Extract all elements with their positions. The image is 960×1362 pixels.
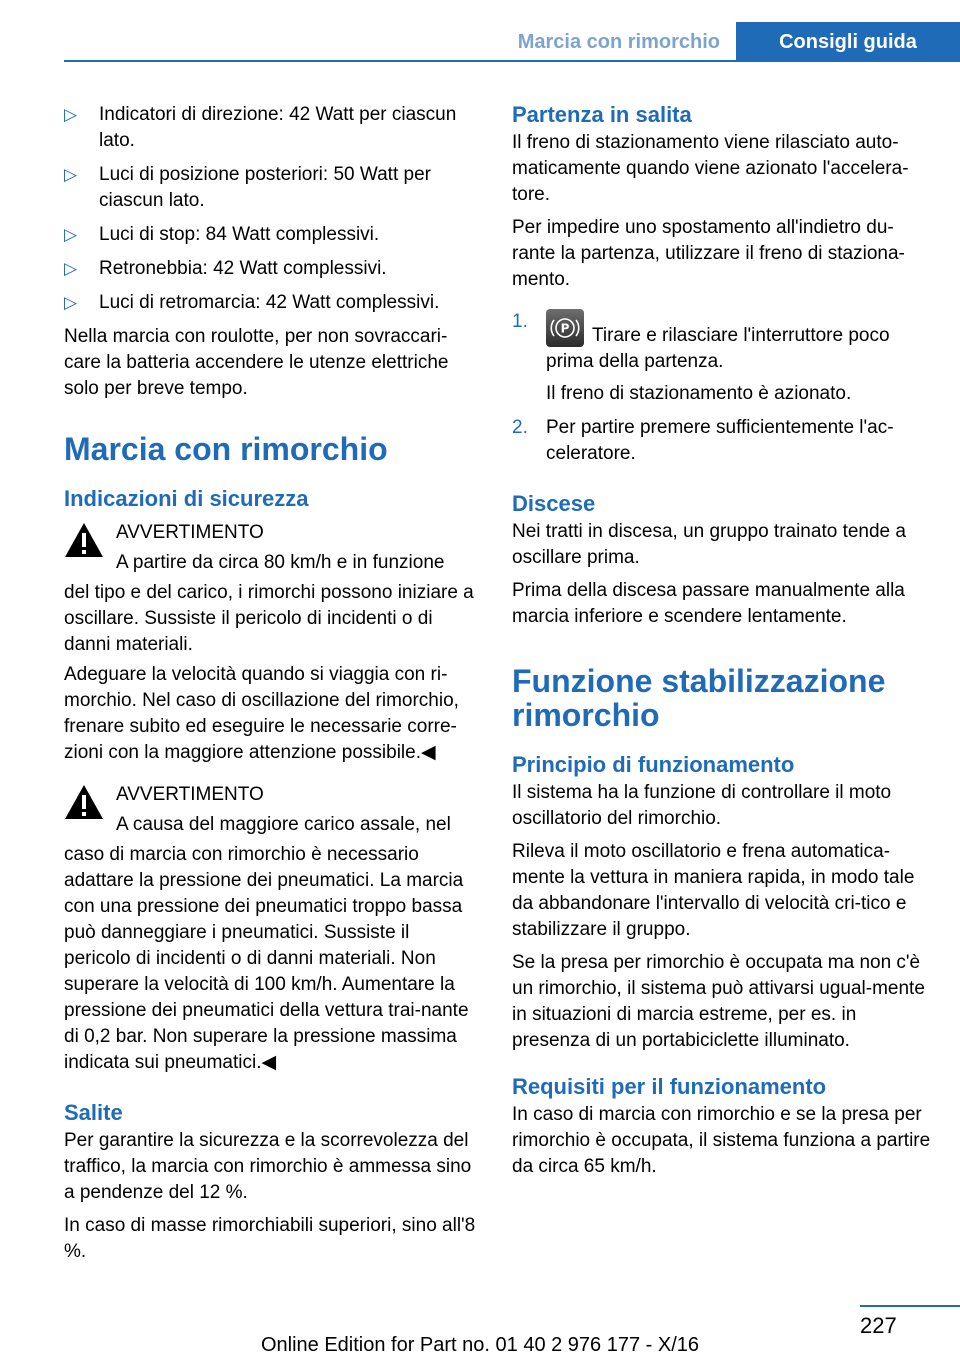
left-column — [64, 102, 480, 1272]
step-number: 1. — [512, 311, 528, 332]
warning-text: del tipo e del carico, i rimorchi possono iniziare a oscillare. Sussiste il pericolo di incidenti o di danni materiali. — [64, 582, 474, 655]
heading-discese: Discese — [512, 491, 596, 516]
warning-title: AVVERTIMENTO — [116, 784, 264, 805]
salite-paragraph: In caso di masse rimorchiabili superiori, sino all'8 %. — [64, 1215, 476, 1262]
list-item: ▷ Retronebbia: 42 Watt complessivi. — [64, 256, 480, 282]
footer-rule — [860, 1305, 960, 1307]
list-item: 2. Per partire premere sufficientemente l'ac-celeratore. — [512, 417, 894, 464]
triangle-bullet-icon: ▷ — [64, 225, 78, 244]
heading-safety: Indicazioni di sicurezza — [64, 486, 309, 511]
bulb-wattage-list — [64, 102, 480, 316]
header-rule — [64, 60, 960, 62]
step-number: 2. — [512, 417, 528, 438]
discese-paragraph: Nei tratti in discesa, un gruppo trainato tende a oscillare prima. — [512, 521, 906, 568]
section-heading-trailer: Marcia con rimorchio — [64, 431, 388, 467]
list-item: ▷ Luci di stop: 84 Watt complessivi. — [64, 222, 480, 248]
warning-first-line: A partire da circa 80 km/h e in funzione — [116, 552, 445, 573]
warning-text-2: Adeguare la velocità quando si viaggia con ri-morchio. Nel caso di oscillazione del rimorchio, frenare subito ed eseguire le necessarie corre-zioni con la maggiore attenzione possibile.◀ — [64, 664, 459, 763]
svg-text:P: P — [560, 321, 570, 336]
heading-salite: Salite — [64, 1100, 123, 1125]
triangle-bullet-icon: ▷ — [64, 105, 78, 124]
triangle-bullet-icon: ▷ — [64, 165, 78, 184]
warning-block — [64, 520, 480, 766]
edition-note: Online Edition for Part no. 01 40 2 976 177 - X/16 — [260, 1334, 700, 1356]
principio-paragraph: Se la presa per rimorchio è occupata ma non c'è un rimorchio, il sistema può attivarsi ugual-mente in situazioni di marcia estreme, per es. in presenza di un portabiciclette illuminato. — [512, 952, 925, 1051]
heading-principio: Principio di funzionamento — [512, 752, 795, 777]
principio-paragraph: Rileva il moto oscillatorio e frena automatica-mente la vettura in maniera rapida, in modo tale da abbandonare l'intervallo di velocità cri-tico e stabilizzare il gruppo. — [512, 841, 915, 940]
list-item: ▷ Luci di retromarcia: 42 Watt complessivi. — [64, 290, 480, 316]
section-heading-stabilization: Funzione stabilizzazione rimorchio — [512, 663, 886, 733]
steps-list — [512, 309, 932, 467]
principio-paragraph: Il sistema ha la funzione di controllare il moto oscillatorio del rimorchio. — [512, 782, 892, 829]
page-header — [0, 0, 960, 62]
page-number: 227 — [860, 1313, 897, 1338]
header-chapter-tab: Consigli guida — [736, 22, 960, 62]
right-column — [512, 102, 932, 1187]
partenza-paragraph: Per impedire uno spostamento all'indietro du-rante la partenza, utilizzare il freno di staziona-mento. — [512, 217, 905, 290]
salite-paragraph: Per garantire la sicurezza e la scorrevolezza del traffico, la marcia con rimorchio è ammessa sino a pendenze del 12 %. — [64, 1130, 472, 1203]
warning-triangle-icon — [64, 784, 104, 820]
partenza-paragraph: Il freno di stazionamento viene rilasciato auto-maticamente quando viene azionato l'accelera-tore. — [512, 132, 909, 205]
heading-requisiti: Requisiti per il funzionamento — [512, 1074, 827, 1099]
parking-brake-icon — [546, 309, 584, 347]
header-section-title: Marcia con rimorchio — [517, 31, 720, 53]
warning-text: caso di marcia con rimorchio è necessario adattare la pressione dei pneumatici. La marcia con una pressione dei pneumatici troppo bassa può danneggiare i pneumatici. Sussiste il pericolo di incidenti o di danni materiali. Non superare la velocità di 100 km/h. Aumentare la pressione dei pneumatici della vettura trai-nante di 0,2 bar. Non superare la pressione massima indicata sui pneumatici.◀ — [64, 844, 469, 1073]
warning-title: AVVERTIMENTO — [116, 522, 264, 543]
triangle-bullet-icon: ▷ — [64, 293, 78, 312]
warning-block — [64, 782, 480, 1076]
warning-first-line: A causa del maggiore carico assale, nel — [116, 814, 451, 835]
warning-triangle-icon — [64, 522, 104, 558]
step-result: Il freno di stazionamento è azionato. — [546, 383, 852, 404]
requisiti-paragraph: In caso di marcia con rimorchio e se la presa per rimorchio è occupata, il sistema funziona a partire da circa 65 km/h. — [512, 1104, 931, 1177]
triangle-bullet-icon: ▷ — [64, 259, 78, 278]
list-item: 1. P Tirare e rilasciare l'interruttore poco prima della partenza. Il freno di stazionamento è azionato. — [512, 309, 932, 407]
heading-partenza: Partenza in salita — [512, 102, 692, 127]
caravan-paragraph: Nella marcia con roulotte, per non sovraccari-care la batteria accendere le utenze elettriche solo per breve tempo. — [64, 326, 449, 399]
discese-paragraph: Prima della discesa passare manualmente alla marcia inferiore e scendere lentamente. — [512, 580, 905, 627]
list-item: ▷ Indicatori di direzione: 42 Watt per ciascun lato. — [64, 104, 457, 151]
list-item: ▷ Luci di posizione posteriori: 50 Watt per ciascun lato. — [64, 164, 431, 211]
